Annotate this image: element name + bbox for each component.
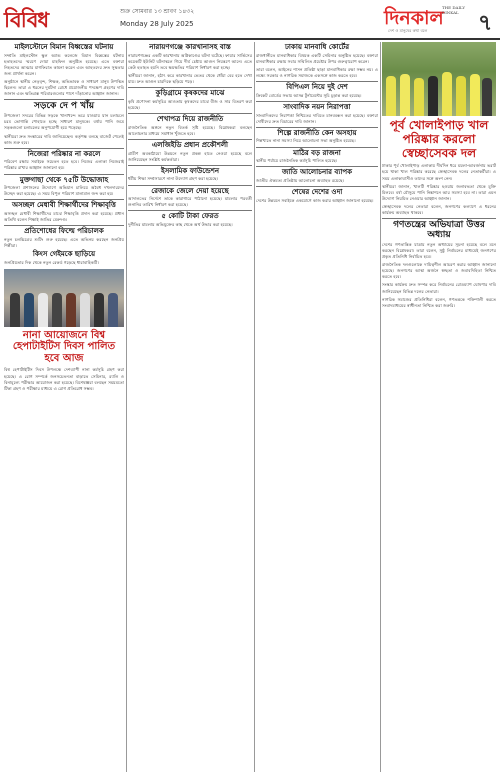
divider [128, 185, 252, 186]
article-headline: নারায়ণগঞ্জে কারখানাসহ বাস্ত [149, 43, 231, 51]
article-headline: মুক্তগাছা থেকে ৭৫টি উদ্ধোজাহ [19, 175, 109, 184]
page-header [0, 0, 500, 40]
article-paragraph: সাংবাদিকদের নিরাপত্তা নিশ্চিতের দাবিতে মানববন্ধন করা হয়েছে। বক্তারা দোষীদের দ্রুত বিচারের দাবি জানান। [256, 112, 378, 124]
divider [128, 87, 252, 88]
news-photo [382, 42, 496, 116]
article-paragraph: গ্রামীণ অবকাঠামো উন্নয়নে নতুন প্রকল্প হাতে নেওয়া হয়েছে বলে জানিয়েছেন সংশ্লিষ্ট কর্মকর্তারা। [128, 150, 252, 162]
article-paragraph: রাজধানীতে মানবাধিকার বিষয়ক একটি সেমিনার অনুষ্ঠিত হয়েছে। বক্তারা মানবাধিকার রক্ষায় সবার সম্মিলিত প্রচেষ্টার উপর গুরুত্বারোপ করেন। [256, 52, 378, 64]
divider [128, 113, 252, 114]
article-paragraph: জনপ্রিয়তার দিক থেকে নতুন রেকর্ড গড়েছে ধারাবাহিকটি। [4, 259, 99, 265]
date-english: Monday 28 July 2025 [120, 20, 194, 28]
column-2 [128, 42, 252, 772]
divider [256, 101, 378, 102]
news-photo [4, 269, 124, 327]
article-paragraph: দেশের উন্নয়নে সবাইকে একযোগে কাজ করার আহ্বান জানানো হয়েছে। [256, 197, 374, 203]
divider [128, 165, 252, 166]
column-3 [256, 42, 378, 772]
article-headline: মাইলস্টোনে বিমান বিধ্বস্তের ঘটনায় [14, 43, 114, 51]
article-paragraph: স্থানীয়রা জানান, হঠাৎ করে কারখানার ভেতর থেকে ধোঁয়া বের হতে দেখা যায়। দ্রুত আগুন চারদিকে ছড়িয়ে পড়ে। [128, 72, 252, 85]
date-bangla: শুক্র সোমবার ১৩ শ্রাবণ ১৪৩২ [120, 8, 195, 15]
article-paragraph: নতুন চলচ্চিত্রের শুটিং শুরু হয়েছে। এতে অভিনয় করছেন জনপ্রিয় শিল্পীরা। [4, 237, 124, 249]
article-headline: ৫ কোটি টাকা ফেরত [161, 212, 219, 221]
article-paragraph: উপজেলা সদরের বিভিন্ন সড়কে খানাখন্দে ভরে যাওয়ায় যান চলাচলে চরম ভোগান্তি পোহাতে হচ্ছে সাধারণ মানুষকে। বর্ষায় পানি জমে সড়কগুলো চলাচলের অনুপযোগী হয়ে পড়েছে। [4, 113, 124, 131]
article-paragraph: ক্রিকেট বোর্ডের সভায় আসন্ন টুর্নামেন্টের সূচি চূড়ান্ত করা হয়েছে। [256, 92, 362, 98]
article-headline: গণতন্ত্রের অভিযাত্রা উত্তর অধ্যায় [393, 220, 485, 241]
divider [256, 127, 378, 128]
column-1 [4, 42, 124, 772]
divider [256, 186, 378, 187]
article-paragraph: স্থানীয়রা দ্রুত সংস্কারের দাবি জানিয়েছেন। কর্তৃপক্ষ বলছে বাজেট পেলেই কাজ শুরু হবে। [4, 133, 124, 145]
logo-tagline: দেশ ও মানুষের কথা বলে [388, 28, 428, 33]
article-paragraph: আদালতের নির্দেশে তাকে কারাগারে পাঠানো হয়েছে। মামলার পরবর্তী শুনানির তারিখ নির্ধারণ করা হয়েছে। [128, 196, 252, 208]
article-headline: বিপিএল নিয়ে দুই দেশ [286, 83, 348, 92]
article-paragraph: পরিবেশ রক্ষায় সবাইকে সচেতন হতে হবে। নিজের এলাকা নিজেরাই পরিষ্কার রাখার আহ্বান জানানো হয়। [4, 159, 124, 171]
article-headline: শিল্পে রাজনীতি কেন অসহায় [277, 128, 357, 137]
article-paragraph: স্থানীয়রা জানান, খালটি পরিষ্কার হওয়ায় জলাবদ্ধতা থেকে মুক্তি মিলবে। বর্ষা মৌসুমে পানি নিষ্কাশনে আর সমস্যা হবে না। তারা এমন উদ্যোগ নিয়মিত নেওয়ার আহ্বান জানান। [382, 183, 496, 201]
divider [128, 139, 252, 140]
section-title: বিবিধ [4, 8, 49, 32]
article-headline: সাংবাদিক নয়ন নিরাপত্তা [283, 102, 351, 111]
article-paragraph: উপজেলা প্রশাসনের উদ্যোগে অভিযান চালিয়ে অবৈধ দখলদারদের উচ্ছেদ করা হয়েছে। এ সময় বিপুল পরিমাণ মালামাল জব্দ করা হয়। [4, 185, 124, 197]
column-4 [382, 42, 496, 772]
column-divider [380, 42, 381, 772]
column-divider [254, 42, 255, 772]
article-paragraph: তারা বলেন, আইনের শাসন প্রতিষ্ঠা ছাড়া মানবাধিকার রক্ষা সম্ভব নয়। এ লক্ষ্যে সরকার ও নাগরিক সমাজকে একসঙ্গে কাজ করতে হবে। [256, 66, 378, 78]
newspaper-logo [384, 4, 472, 32]
divider [4, 174, 124, 175]
article-paragraph: স্থানীয় পর্যায়ে রাজনৈতিক কর্মসূচি পালিত হয়েছে। [256, 158, 338, 164]
article-headline: এলজিইডি প্রধান প্রকৌশলী [151, 140, 229, 149]
article-headline: শেষের দেশের ওদা [291, 188, 343, 197]
article-paragraph: দুর্নীতির মামলায় অভিযুক্তের কাছ থেকে অর্থ উদ্ধার করা হয়েছে। [128, 222, 233, 228]
article-paragraph: শিল্পখাতে নানা সমস্যা নিয়ে আলোচনা সভা অনুষ্ঠিত হয়েছে। [256, 138, 356, 144]
feature-headline: পূর্ব খোলাইপাড় খাল পরিষ্কার করলো স্বেচ্ছাসেবক দল [389, 118, 489, 160]
article-headline: প্রতিশোধের ফিল্মে পরিচালক [24, 227, 104, 236]
article-paragraph: বিশ্ব হেপাটাইটিস দিবস উপলক্ষে দেশব্যাপী নানা কর্মসূচি গ্রহণ করা হয়েছে। এ রোগ সম্পর্কে জনসচেতনতা বাড়াতে সেমিনার, র‍্যালি ও বিনামূল্যে পরীক্ষার আয়োজন করা হয়েছে। বিশেষজ্ঞরা বলছেন সময়মতো টিকা গ্রহণ ও পরীক্ষার মাধ্যমে এ রোগ প্রতিরোধ সম্ভব। [4, 367, 124, 391]
article-paragraph: রাজনৈতিক দলগুলোকে দায়িত্বশীল আচরণ করার আহ্বান জানানো হয়েছে। জনগণের আস্থা অর্জনে স্বচ্ছতা ও জবাবদিহিতা নিশ্চিত করতে হবে। [382, 262, 496, 280]
logo-text: দিনকাল [384, 7, 444, 29]
divider [256, 81, 378, 82]
feature-headline: নানা আয়োজনে বিশ্ব হেপাটাইটিস দিবস পালিত হবে আজ [12, 329, 116, 364]
article-headline: রেজাকে জেলে দেয়া হয়েছে [151, 186, 229, 195]
article-headline: জাতি আলোচনার ব্যাপক [281, 168, 353, 177]
article-paragraph: দেশের গণতান্ত্রিক যাত্রায় নতুন অধ্যায়ের সূচনা হয়েছে বলে মনে করছেন বিশ্লেষকরা। তারা বলেন, সুষ্ঠু নির্বাচনের মাধ্যমেই জনগণের প্রকৃত প্রতিনিধি নির্বাচিত হবে। [382, 241, 496, 260]
article-paragraph: কৃষি প্রণোদনা কর্মসূচির আওতায় কৃষকদের মাঝে বীজ ও সার বিতরণ করা হয়েছে। [128, 98, 252, 110]
article-headline: কিংস গেইমকে ছাড়িয়ে [32, 250, 96, 259]
article-paragraph: নাগরিক সমাজের প্রতিনিধিরা বলেন, গণতন্ত্রকে শক্তিশালী করতে সংবাদমাধ্যমের স্বাধীনতা নিশ্চিত করা জরুরি। [382, 296, 496, 308]
article-paragraph: নারায়ণগঞ্জের একটি কারখানায় অগ্নিকাণ্ডের ঘটনা ঘটেছে। ফায়ার সার্ভিসের কয়েকটি ইউনিট ঘটনাস্থলে গিয়ে দীর্ঘ চেষ্টায় আগুন নিয়ন্ত্রণে আনে। এতে কেউ হতাহত হয়নি তবে ক্ষয়ক্ষতির পরিমাণ নির্ধারণ করা হচ্ছে। [128, 52, 252, 70]
article-headline: অসচ্ছল মেধাবী শিক্ষার্থীদের শিক্ষাবৃত্তি [12, 201, 116, 210]
logo-english: THE DAILY DINKAL [442, 5, 466, 15]
article-headline: মাঠির বড় রাজনা [293, 148, 341, 157]
page-number: ৭ [478, 11, 493, 36]
column-divider [126, 42, 127, 772]
divider [256, 147, 378, 148]
article-paragraph: ঢাকার পূর্ব খোলাইপাড় এলাকায় দীর্ঘদিন ধরে ময়লা-আবর্জনায় ভরাট হয়ে থাকা খাল পরিষ্কার করেছে স্বেচ্ছাসেবক দলের নেতাকর্মীরা। এ সময় এলাকাবাসীও তাদের সঙ্গে অংশ নেন। [382, 163, 496, 181]
article-paragraph: অনুষ্ঠানে স্থানীয় নেতৃবৃন্দ, শিক্ষক, অভিভাবক ও সাধারণ মানুষ উপস্থিত ছিলেন। তারা এ ধরনের দুর্ঘটনা রোধে প্রয়োজনীয় পদক্ষেপ গ্রহণের দাবি জানান এবং ক্ষতিগ্রস্ত পরিবারগুলোর পাশে দাঁড়ানোর আহ্বান জানান। [4, 79, 124, 97]
article-headline: শেখাপত্র দিয়ে রাজনীতি [156, 115, 224, 124]
article-paragraph: স্বেচ্ছাসেবক দলের নেতারা বলেন, জনগণের কল্যাণে এ ধরনের কার্যক্রম অব্যাহত থাকবে। [382, 203, 496, 216]
article-headline: ইসলামিক ফাউন্ডেশন [160, 166, 220, 175]
article-paragraph: সম্প্রতি মাইলস্টোন স্কুল অ্যান্ড কলেজে বিমান বিধ্বস্তের ঘটনায় হতাহতদের স্মরণে দোয়া মাহফিল অনুষ্ঠিত হয়েছে। এতে বক্তারা নিহতদের আত্মার মাগফিরাত কামনা করেন এবং আহতদের দ্রুত সুস্থতার জন্য প্রার্থনা করেন। [4, 52, 124, 76]
article-paragraph: ধর্মীয় শিক্ষা সম্প্রসারণে নানা উদ্যোগ গ্রহণ করা হয়েছে। [128, 176, 219, 182]
article-paragraph: অসচ্ছল মেধাবী শিক্ষার্থীদের মাঝে শিক্ষাবৃত্তি প্রদান করা হয়েছে। প্রধান অতিথি বলেন শিক্ষাই জাতির মেরুদণ্ড। [4, 211, 124, 223]
article-headline: সড়কে দে প খাঁয় [34, 101, 94, 112]
article-headline: নিজেরা পরিষ্কার না করলে [27, 149, 101, 158]
article-paragraph: সংস্কার কার্যক্রম দ্রুত সম্পন্ন করে নির্বাচনের রোডম্যাপ ঘোষণার দাবি জানিয়েছেন বিভিন্ন দলের নেতারা। [382, 282, 496, 294]
article-paragraph: জাতীয় ঐকমত্য প্রতিষ্ঠায় আলোচনা অব্যাহত রয়েছে। [256, 177, 345, 183]
article-headline: কুড়িগ্রামে কৃষকদের মাঝে [155, 89, 225, 98]
article-headline: ঢাকায় মানবাধি কোর্টের [284, 43, 350, 51]
divider [4, 148, 124, 149]
divider [382, 218, 496, 219]
article-paragraph: রাজনৈতিক অঙ্গনে নতুন বিতর্ক সৃষ্টি হয়েছে। বিশ্লেষকরা বলছেন আলোচনার মাধ্যমে সমাধান খুঁজতে হবে। [128, 124, 252, 136]
